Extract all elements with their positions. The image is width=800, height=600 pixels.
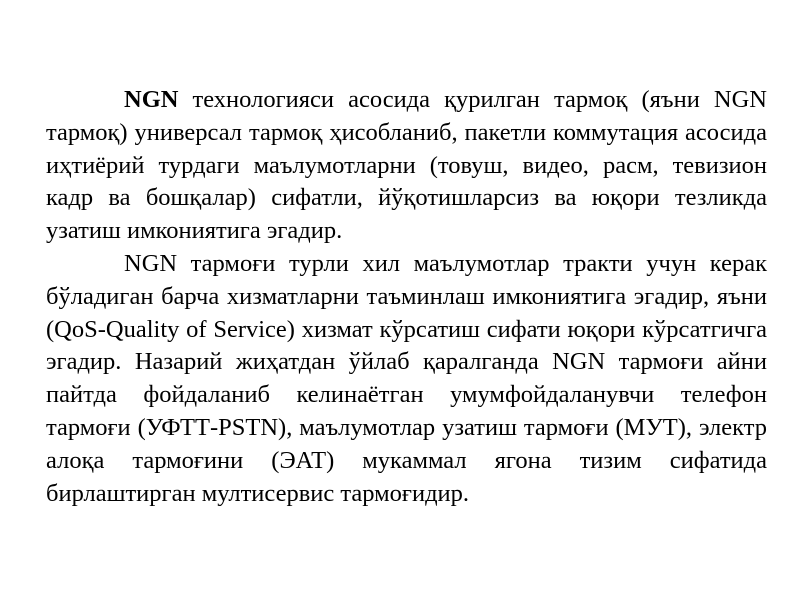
paragraph-1 xyxy=(46,84,767,248)
paragraph-2 xyxy=(46,248,767,510)
paragraph-1-lead: NGN xyxy=(124,86,179,113)
document-body xyxy=(46,84,767,510)
paragraph-2-text: NGN тармоғи турли хил маълумотлар тракти учун керак бўладиган барча хизматларни таъминлаш имкониятига эгадир, яъни (QoS-Quality of Service) хизмат кўрсатиш сифати юқори кўрсатгичга эгадир. Назарий жиҳатдан ўйлаб қаралганда NGN тармоғи айни пайтда фойдаланиб келинаётган умумфойдаланувчи телефон тармоғи (УФТТ-PSTN), маълумотлар узатиш тармоғи (МУТ), электр алоқа тармоғини (ЭАТ) мукаммал ягона тизим сифатида бирлаштирган мултисервис тармоғидир. xyxy=(46,249,767,507)
paragraph-1-text: технологияси асосида қурилган тармоқ (яъни NGN тармоқ) универсал тармоқ ҳисобланиб, пакетли коммутация асосида иҳтиёрий турдаги маълумотларни (товуш, видео, расм, тевизион кадр ва бошқалар) сифатли, йўқотишларсиз ва юқори тезликда узатиш имкониятига эгадир. xyxy=(46,86,767,245)
